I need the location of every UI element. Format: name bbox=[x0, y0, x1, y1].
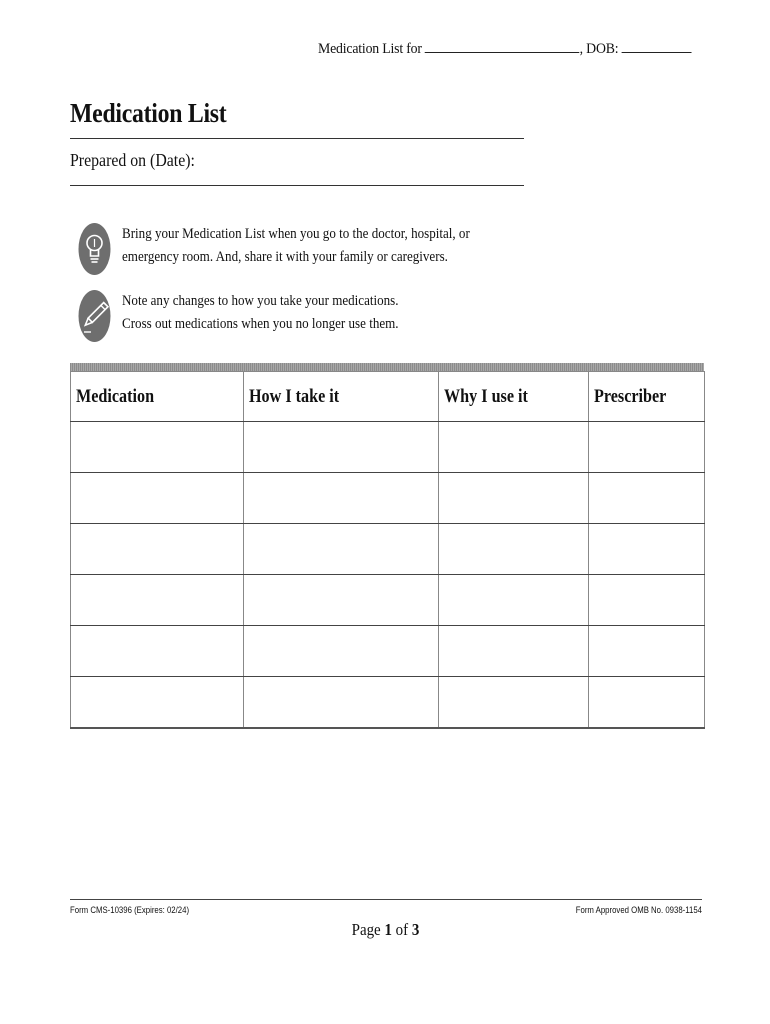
tip-line: Note any changes to how you take your medications. bbox=[122, 293, 399, 309]
medication-table bbox=[70, 363, 704, 729]
table-top-bar bbox=[70, 363, 704, 371]
table-row bbox=[71, 422, 705, 473]
table-row bbox=[71, 473, 705, 524]
medication-cell[interactable] bbox=[71, 677, 244, 729]
prepared-on-line[interactable] bbox=[70, 185, 524, 186]
prescriber-cell[interactable] bbox=[589, 626, 705, 677]
tip-line: Cross out medications when you no longer use them. bbox=[122, 316, 399, 332]
prepared-on-label: Prepared on (Date): bbox=[70, 150, 195, 170]
prescriber-cell[interactable] bbox=[589, 422, 705, 473]
medication-cell[interactable] bbox=[71, 473, 244, 524]
dob-blank[interactable] bbox=[622, 40, 692, 53]
how-i-take-it-cell[interactable] bbox=[244, 575, 439, 626]
medication-cell[interactable] bbox=[71, 575, 244, 626]
prescriber-cell[interactable] bbox=[589, 524, 705, 575]
tip-text bbox=[122, 223, 500, 269]
patient-name-blank[interactable] bbox=[425, 40, 580, 53]
medication-cell[interactable] bbox=[71, 422, 244, 473]
column-header-prescriber: Prescriber bbox=[589, 372, 705, 422]
prescriber-cell[interactable] bbox=[589, 677, 705, 729]
how-i-take-it-cell[interactable] bbox=[244, 626, 439, 677]
patient-header bbox=[318, 40, 671, 58]
column-header-why-i-use-it: Why I use it bbox=[439, 372, 589, 422]
omb-number: Form Approved OMB No. 0938-1154 bbox=[575, 905, 702, 916]
lightbulb-icon bbox=[78, 223, 111, 277]
why-i-use-it-cell[interactable] bbox=[439, 575, 589, 626]
footer-divider bbox=[70, 899, 702, 900]
medication-cell[interactable] bbox=[71, 626, 244, 677]
how-i-take-it-cell[interactable] bbox=[244, 473, 439, 524]
how-i-take-it-cell[interactable] bbox=[244, 422, 439, 473]
tip-note-changes bbox=[78, 290, 538, 346]
how-i-take-it-cell[interactable] bbox=[244, 524, 439, 575]
table-row bbox=[71, 677, 705, 729]
form-id: Form CMS-10396 (Expires: 02/24) bbox=[70, 905, 190, 916]
page-current: 1 bbox=[383, 920, 392, 939]
page-total: 3 bbox=[411, 920, 419, 939]
dob-label: , DOB: bbox=[579, 41, 619, 57]
page-prefix: Page bbox=[351, 920, 381, 939]
medication-cell[interactable] bbox=[71, 524, 244, 575]
tip-text bbox=[122, 290, 500, 336]
pencil-icon bbox=[78, 290, 111, 344]
table-header-row bbox=[71, 372, 705, 422]
how-i-take-it-cell[interactable] bbox=[244, 677, 439, 729]
table-row bbox=[71, 524, 705, 575]
column-header-how-i-take-it: How I take it bbox=[244, 372, 439, 422]
why-i-use-it-cell[interactable] bbox=[439, 524, 589, 575]
page-number bbox=[0, 920, 770, 940]
tip-line: emergency room. And, share it with your family or caregivers. bbox=[122, 249, 448, 265]
column-header-medication: Medication bbox=[71, 372, 244, 422]
why-i-use-it-cell[interactable] bbox=[439, 626, 589, 677]
page-title: Medication List bbox=[70, 98, 227, 128]
why-i-use-it-cell[interactable] bbox=[439, 422, 589, 473]
table-row bbox=[71, 575, 705, 626]
tip-bring-list bbox=[78, 223, 538, 279]
header-label: Medication List for bbox=[318, 41, 422, 57]
title-divider bbox=[70, 138, 524, 139]
why-i-use-it-cell[interactable] bbox=[439, 473, 589, 524]
table-row bbox=[71, 626, 705, 677]
why-i-use-it-cell[interactable] bbox=[439, 677, 589, 729]
prescriber-cell[interactable] bbox=[589, 575, 705, 626]
page-of: of bbox=[395, 920, 408, 939]
prescriber-cell[interactable] bbox=[589, 473, 705, 524]
tip-line: Bring your Medication List when you go to the doctor, hospital, or bbox=[122, 226, 470, 242]
